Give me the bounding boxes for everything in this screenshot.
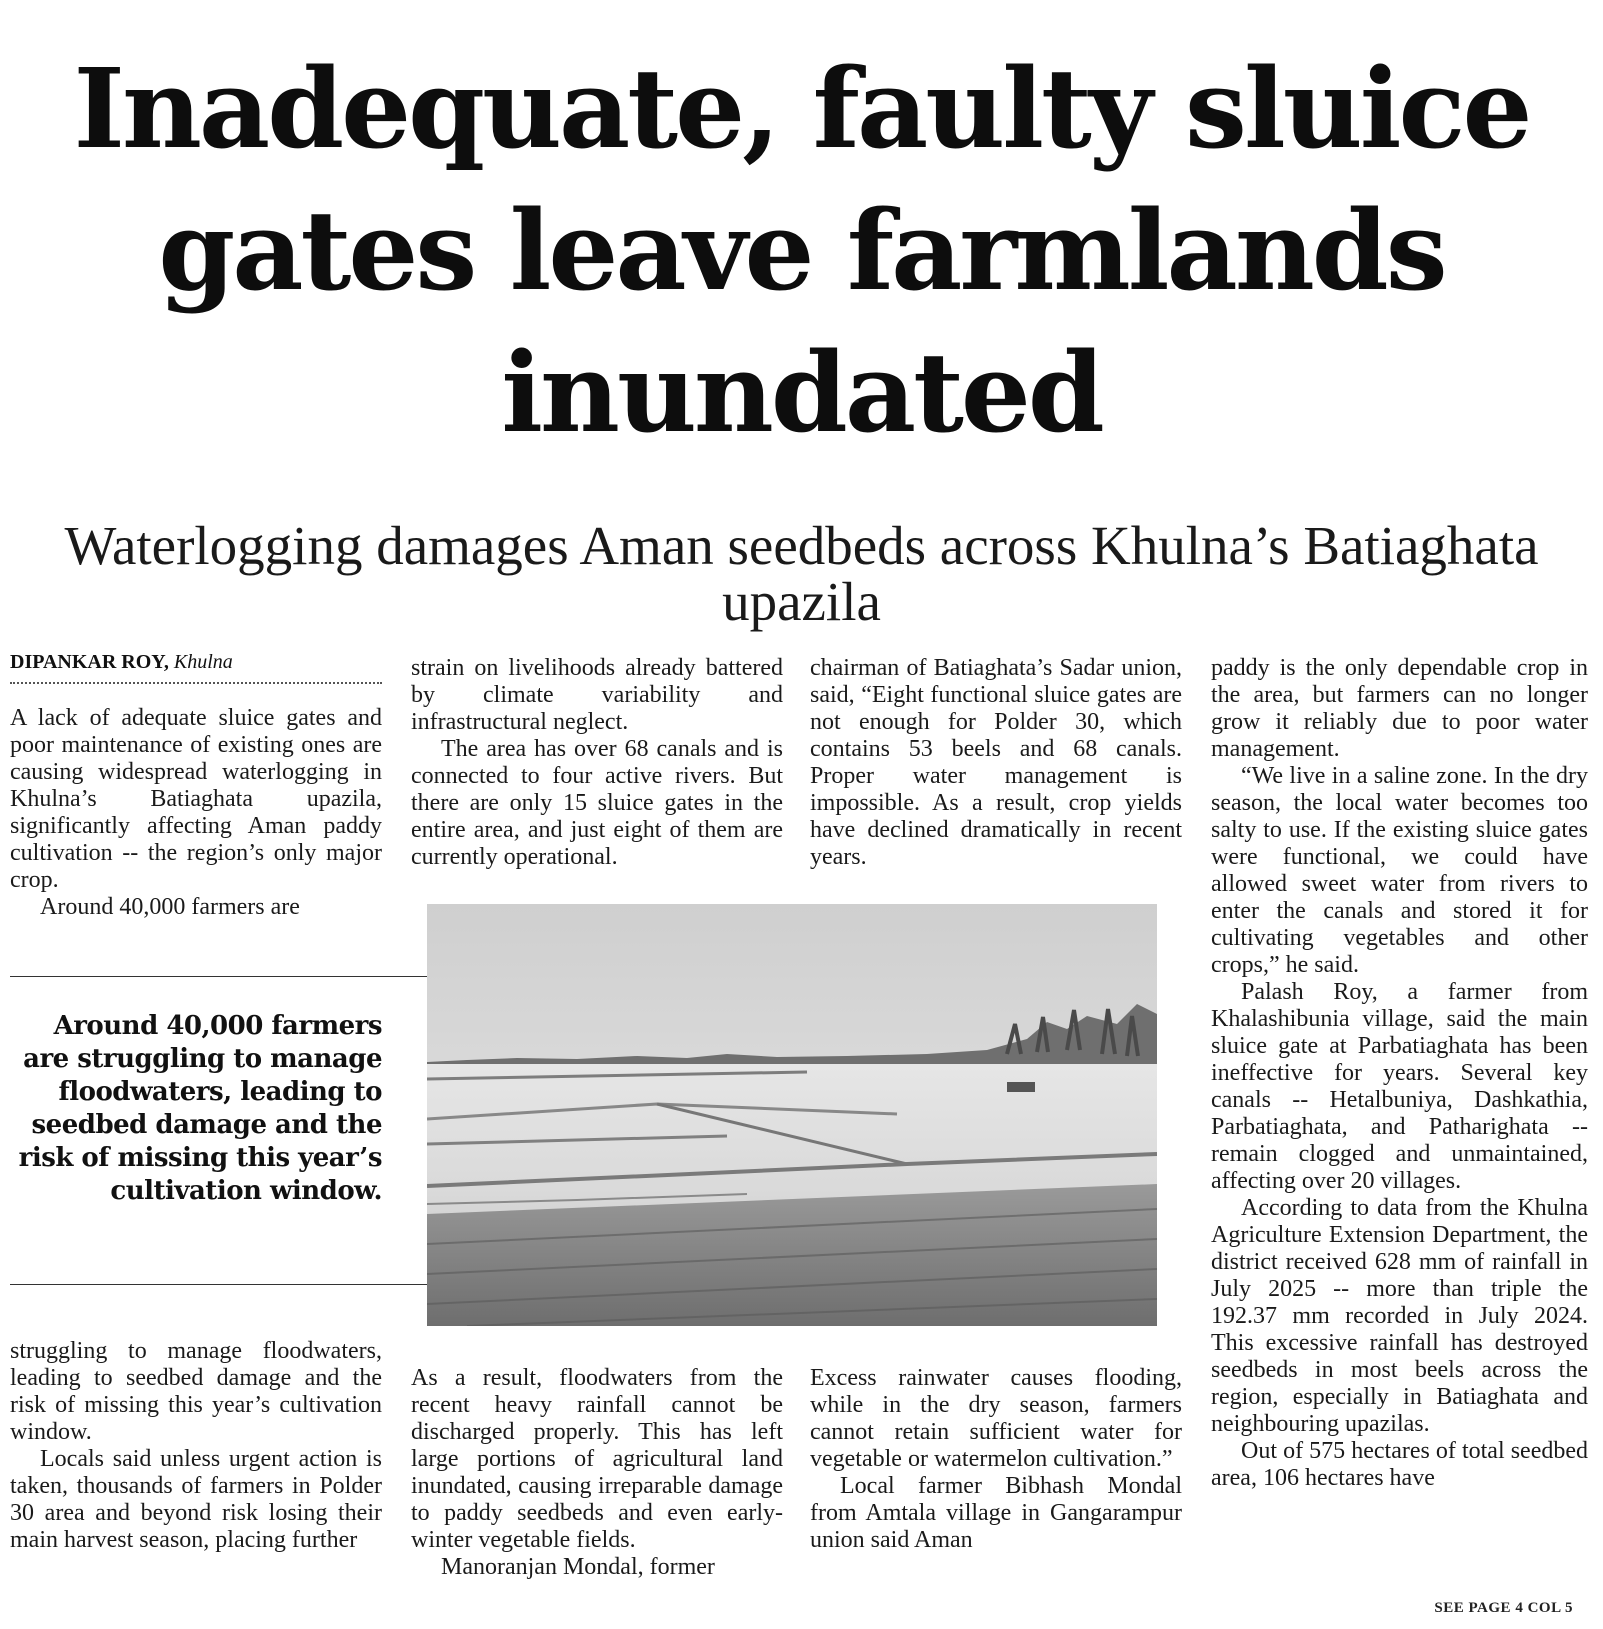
article-paragraph: As a result, floodwaters from the recent heavy rainfall cannot be discharged properly. This has left large portions of agricultural land inundated, causing irreparable damage to paddy seedbeds and even early-winter vegetable fields.	[411, 1365, 783, 1553]
subheadline: Waterlogging damages Aman seedbeds across Khulna’s Batiaghata upazila	[64, 515, 1539, 632]
article-paragraph: According to data from the Khulna Agriculture Extension Department, the district received 628 mm of rainfall in July 2025 -- more than triple the 192.37 mm recorded in July 2024. This excessive rainfall has destroyed seedbeds in most beels across the region, especially in Batiaghata and neighbouring upazilas.	[1211, 1195, 1588, 1437]
column-3-top	[810, 655, 1182, 871]
article-paragraph: “We live in a saline zone. In the dry season, the local water becomes too salty to use. If the existing sluice gates were functional, we could have allowed sweet water from rivers to enter the canals and stored it for cultivating vegetables and other crops,” he said.	[1211, 763, 1588, 978]
article-paragraph: Around 40,000 farmers are	[40, 894, 300, 920]
article-paragraph: Locals said unless urgent action is taken, thousands of farmers in Polder 30 area and beyond risk losing their main harvest season, placing further	[10, 1446, 382, 1553]
column-2-top	[411, 655, 783, 871]
article-paragraph: struggling to manage floodwaters, leading to seedbed damage and the risk of missing this year’s cultivation window.	[10, 1338, 382, 1445]
article-paragraph: Out of 575 hectares of total seedbed area, 106 hectares have	[1211, 1438, 1588, 1491]
article-paragraph: strain on livelihoods already battered by climate variability and infrastructural neglect.	[411, 655, 783, 735]
flooded-field-image	[427, 904, 1157, 1326]
byline-author: DIPANKAR ROY,	[10, 651, 169, 673]
pull-quote-top-rule	[10, 976, 428, 977]
headline: Inadequate, faulty sluice gates leave farmlands inundated	[73, 44, 1530, 457]
flooded-farmland-photo	[427, 904, 1157, 1326]
article-paragraph: Manoranjan Mondal, former	[441, 1554, 715, 1580]
article-paragraph: Local farmer Bibhash Mondal from Amtala village in Gangarampur union said Aman	[810, 1473, 1182, 1553]
column-1-top	[10, 705, 382, 921]
pull-quote: Around 40,000 farmers are struggling to manage floodwaters, leading to seedbed damage and the risk of missing this year’s cultivation window.	[18, 1011, 382, 1206]
column-2-bottom	[411, 1365, 783, 1581]
pull-quote-bottom-rule	[10, 1284, 428, 1285]
article-paragraph: Palash Roy, a farmer from Khalashibunia village, said the main sluice gate at Parbatiaghata has been ineffective for years. Several key canals -- Hetalbuniya, Dashkathia, Parbatiaghata, and Patharighata -- remain clogged and unmaintained, affecting over 20 villages.	[1211, 979, 1588, 1194]
article-paragraph: The area has over 68 canals and is connected to four active rivers. But there are only 15 sluice gates in the entire area, and just eight of them are currently operational.	[411, 736, 783, 870]
article-paragraph: Excess rainwater causes flooding, while in the dry season, farmers cannot retain sufficient water for vegetable or watermelon cultivation.”	[810, 1365, 1182, 1472]
article-paragraph: chairman of Batiaghata’s Sadar union, said, “Eight functional sluice gates are not enough for Polder 30, which contains 53 beels and 68 canals. Proper water management is impossible. As a result, crop yields have declined dramatically in recent years.	[810, 655, 1182, 870]
article-paragraph: A lack of adequate sluice gates and poor maintenance of existing ones are causing widespread waterlogging in Khulna’s Batiaghata upazila, significantly affecting Aman paddy cultivation -- the region’s only major crop.	[10, 705, 382, 893]
column-4	[1211, 655, 1588, 1492]
jump-line: SEE PAGE 4 COL 5	[1434, 1600, 1573, 1616]
column-1-bottom	[10, 1338, 382, 1554]
article-paragraph: paddy is the only dependable crop in the area, but farmers can no longer grow it reliably due to poor water management.	[1211, 655, 1588, 762]
byline	[10, 650, 382, 684]
column-3-bottom	[810, 1365, 1182, 1554]
byline-location: Khulna	[173, 651, 233, 673]
